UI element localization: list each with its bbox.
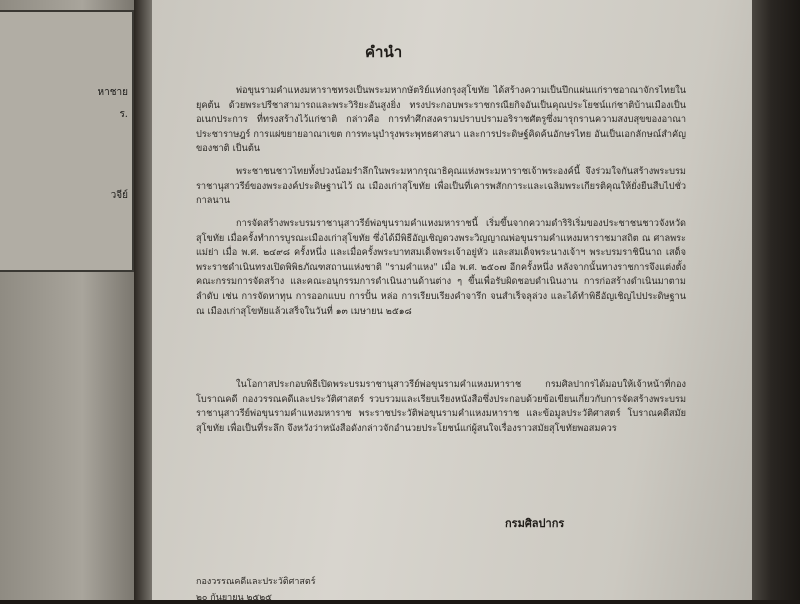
paragraph-3 [196,217,686,319]
paragraph-text: พ่อขุนรามคำแหงมหาราชทรงเป็นพระมหากษัตริย์แห่งกรุงสุโขทัย ได้สร้างความเป็นปึกแผ่นแก่ราชอาณาจักรไทยในยุคต้น ด้วยพระปรีชาสามารถและพระวิริยะอันสูงยิ่ง ทรงประกอบพระราชกรณียกิจอันเป็นคุณประโยชน์แก่ชาติบ้านเมืองเป็นอเนกประการ ที่ทรงสร้างไว้แก่ชาติ กล่าวคือ การทำศึกสงครามปราบปรามอริราชศัตรูซึ่งมารุกรานความสงบสุขของอาณาประชาราษฎร์ การแผ่ขยายอาณาเขต การทะนุบำรุงพระพุทธศาสนา และการประดิษฐ์คิดค้นอักษรไทย อันเป็นเอกลักษณ์สำคัญของชาติ เป็นต้น [196,85,686,155]
left-page-fragment: วจีย์ [110,190,128,201]
paragraph-text: ในโอกาสประกอบพิธีเปิดพระบรมราชานุสาวรีย์พ่อขุนรามคำแหงมหาราช กรมศิลปากรได้มอบให้เจ้าหน้าที่กองโบราณคดี กองวรรณคดีและประวัติศาสตร์ รวบรวมและเรียบเรียงหนังสือซึ่งประกอบด้วยข้อเขียนเกี่ยวกับการจัดสร้างพระบรมราชานุสาวรีย์พ่อขุนรามคำแหงมหาราช พระราชประวัติพ่อขุนรามคำแหงมหาราช และข้อมูลประวัติศาสตร์ โบราณคดีสมัยสุโขทัย เพื่อเป็นที่ระลึก จึงหวังว่าหนังสือดังกล่าวจักอำนวยประโยชน์แก่ผู้สนใจเรื่องราวสมัยสุโขทัยพอสมควร [196,379,686,434]
paragraph-2 [196,165,686,209]
left-page-fragment: หาชาย [97,87,128,98]
paragraph-1 [196,84,686,157]
left-page-fragment: ร. [119,109,128,120]
left-page [0,0,150,600]
page-edge-shadow [752,0,800,600]
paragraph-text: การจัดสร้างพระบรมราชานุสาวรีย์พ่อขุนรามคำแหงมหาราชนี้ เริ่มขึ้นจากความดำริริเริ่มของประชาชนชาวจังหวัดสุโขทัย เมื่อครั้งทำการบูรณะเมืองเก่าสุโขทัย ซึ่งได้มีพิธีอัญเชิญดวงพระวิญญาณพ่อขุนรามคำแหงมหาราชมาสถิต ณ ศาลพระแม่ย่า เมื่อ พ.ศ. ๒๔๙๘ ครั้งหนึ่ง และเมื่อครั้งพระบาทสมเด็จพระเจ้าอยู่หัว และสมเด็จพระนางเจ้าฯ พระบรมราชินีนาถ เสด็จพระราชดำเนินทรงเปิดพิพิธภัณฑสถานแห่งชาติ "รามคำแหง" เมื่อ พ.ศ. ๒๕๐๗ อีกครั้งหนึ่ง หลังจากนั้นทางราชการจึงแต่งตั้งคณะกรรมการจัดสร้าง และคณะอนุกรรมการดำเนินงานด้านต่าง ๆ ขึ้นเพื่อรับผิดชอบดำเนินงาน การก่อสร้างดำเนินมาตามลำดับ เช่น การจัดหาทุน การออกแบบ การปั้น หล่อ การเรียบเรียงคำจารึก จนสำเร็จลุล่วง และได้ทำพิธีอัญเชิญไปประดิษฐาน ณ เมืองเก่าสุโขทัยแล้วเสร็จในวันที่ ๑๓ เมษายน ๒๕๑๘ [196,218,686,317]
footer-date: ๒๐ กันยายน ๒๕๒๕ [196,593,272,603]
paragraph-text: พระชาชนชาวไทยทั้งปวงน้อมรำลึกในพระมหากรุณาธิคุณแห่งพระมหาราชเจ้าพระองค์นี้ จึงร่วมใจกันสร้างพระบรมราชานุสาวรีย์ของพระองค์ประดิษฐานไว้ ณ เมืองเก่าสุโขทัย เพื่อเป็นที่เคารพสักการะและเฉลิมพระเกียรติคุณให้ยั่งยืนสืบไปชั่วกาลนาน [196,166,686,207]
left-page-text-box [0,10,134,272]
paragraph-4 [196,378,686,436]
footer-department: กองวรรณคดีและประวัติศาสตร์ [196,577,316,587]
page-title: คำนำ [365,43,403,61]
signature: กรมศิลปากร [505,517,565,530]
